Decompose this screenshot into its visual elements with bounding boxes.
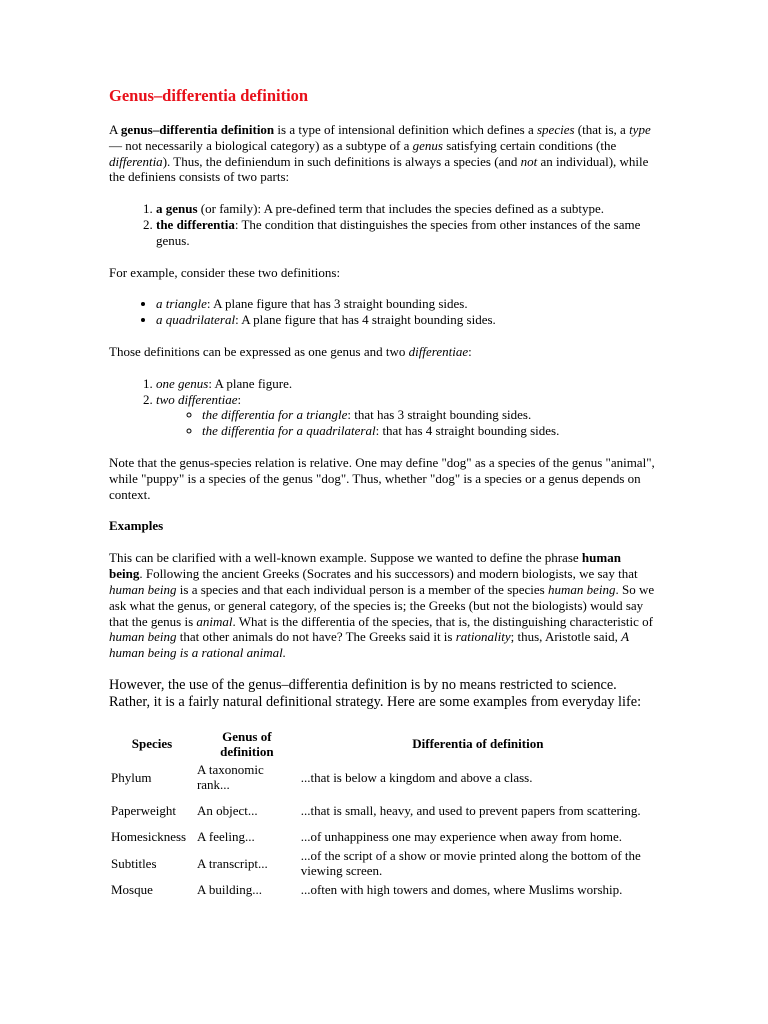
table-row bbox=[109, 761, 657, 794]
text-run: ). Thus, the definiendum in such definitions is always a species (and bbox=[162, 153, 521, 169]
italic-text: differentia bbox=[109, 153, 163, 169]
page-title: Genus–differentia definition bbox=[109, 86, 309, 105]
list-item-one-genus bbox=[156, 376, 657, 392]
cell-species: Phylum bbox=[111, 769, 152, 785]
text-run: : bbox=[237, 391, 242, 407]
text-run: an individual), while the definiens consists of two parts: bbox=[109, 153, 649, 185]
examples-table bbox=[109, 727, 657, 900]
differentiae-label bbox=[156, 392, 241, 407]
list-item-quadrilateral-differentia bbox=[202, 423, 657, 439]
text-run: : A plane figure that has 4 straight bounding sides. bbox=[235, 312, 496, 328]
italic-text: human being bbox=[548, 581, 616, 597]
examples-heading: Examples bbox=[109, 518, 164, 534]
however-paragraph: However, the use of the genus–differentia definition is by no means restricted to science. Rather, it is a fairly natural definitional strategy. Here are some examples from everyday life: bbox=[109, 676, 642, 710]
list-item-triangle-differentia bbox=[202, 407, 657, 423]
cell-differentia: ...often with high towers and domes, where Muslims worship. bbox=[300, 882, 623, 898]
bold-text: genus–differentia definition bbox=[120, 122, 275, 137]
italic-text: human being bbox=[109, 629, 177, 645]
bold-text: the differentia bbox=[156, 216, 235, 232]
genus-differentiae-list bbox=[109, 376, 657, 439]
expressed-paragraph bbox=[109, 344, 657, 360]
cell-differentia: ...of the script of a show or movie printed along the bottom of the viewing screen. bbox=[300, 848, 641, 879]
cell-genus: An object... bbox=[196, 802, 258, 818]
text-run: Those definitions can be expressed as one genus and two bbox=[109, 343, 409, 359]
note-paragraph: Note that the genus-species relation is relative. One may define "dog" as a species of the genus "animal", while "puppy" is a species of the genus "dog". Thus, whether "dog" is a species or a genus depends on context. bbox=[109, 454, 655, 502]
text-run: This can be clarified with a well-known example. Suppose we wanted to define the phrase bbox=[109, 550, 582, 566]
document-body bbox=[109, 86, 657, 900]
text-run: ; thus, Aristotle said, bbox=[510, 629, 622, 645]
cell-differentia: ...that is below a kingdom and above a class. bbox=[300, 769, 533, 785]
differentiae-sublist bbox=[156, 407, 657, 439]
italic-text: species bbox=[537, 122, 575, 137]
table-row bbox=[109, 827, 657, 847]
table-header-row bbox=[109, 727, 657, 761]
italic-text: rationality bbox=[455, 629, 511, 645]
cell-genus: A taxonomic rank... bbox=[196, 762, 264, 793]
italic-text: not bbox=[520, 153, 538, 169]
cell-species: Mosque bbox=[111, 882, 153, 898]
definition-parts-list bbox=[109, 201, 657, 248]
cell-species: Homesickness bbox=[111, 829, 187, 845]
text-run: : A plane figure. bbox=[208, 375, 293, 391]
table-row bbox=[109, 880, 657, 900]
examples-paragraph bbox=[109, 550, 657, 661]
example-intro: For example, consider these two definitions: bbox=[109, 264, 341, 280]
bold-text: a genus bbox=[156, 201, 198, 217]
text-run: (or family): A pre-defined term that includes the species defined as a subtype. bbox=[197, 201, 605, 217]
list-item-two-differentiae bbox=[156, 392, 657, 439]
cell-genus: A building... bbox=[196, 882, 262, 898]
list-item-triangle bbox=[156, 296, 657, 312]
text-run: that other animals do not have? The Greeks said it is bbox=[176, 629, 456, 645]
italic-text: one genus bbox=[156, 375, 209, 391]
cell-differentia: ...of unhappiness one may experience when away from home. bbox=[300, 829, 622, 845]
italic-text: A human being is a rational animal. bbox=[109, 629, 629, 661]
text-run: : The condition that distinguishes the species from other instances of the same genus. bbox=[156, 216, 641, 248]
text-run: : bbox=[468, 343, 472, 359]
italic-text: a triangle bbox=[156, 296, 207, 312]
example-definitions-list bbox=[109, 296, 657, 328]
cell-species: Subtitles bbox=[111, 855, 157, 871]
italic-text: the differentia for a quadrilateral bbox=[202, 423, 376, 439]
list-item-genus bbox=[156, 201, 657, 217]
text-run: : that has 4 straight bounding sides. bbox=[375, 423, 560, 439]
text-run: . What is the differentia of the species, that is, the distinguishing characteristic of bbox=[232, 613, 653, 629]
text-run: : that has 3 straight bounding sides. bbox=[347, 407, 532, 423]
header-species: Species bbox=[131, 736, 173, 752]
italic-text: human being bbox=[109, 581, 177, 597]
italic-text: type bbox=[629, 122, 651, 137]
cell-genus: A transcript... bbox=[196, 855, 268, 871]
italic-text: animal bbox=[196, 613, 233, 629]
bold-text: human being bbox=[109, 550, 621, 582]
cell-differentia: ...that is small, heavy, and used to prevent papers from scattering. bbox=[300, 802, 641, 818]
italic-text: genus bbox=[412, 137, 443, 153]
text-run: (that is, a bbox=[574, 122, 630, 137]
header-differentia: Differentia of definition bbox=[412, 736, 544, 752]
header-genus: Genus of definition bbox=[220, 729, 274, 760]
intro-paragraph bbox=[109, 122, 657, 185]
italic-text: a quadrilateral bbox=[156, 312, 236, 328]
text-run: is a type of intensional definition which defines a bbox=[274, 122, 537, 137]
table-row bbox=[109, 794, 657, 827]
cell-species: Paperweight bbox=[111, 802, 176, 818]
text-run: . Following the ancient Greeks (Socrates and his successors) and modern biologists, we say that bbox=[139, 566, 638, 582]
list-item-quadrilateral bbox=[156, 312, 657, 328]
italic-text: two differentiae bbox=[156, 391, 238, 407]
text-run: — not necessarily a biological category) as a subtype of a bbox=[109, 137, 413, 153]
text-run: . So we ask what the genus, or general category, of the species is; the Greeks (but not the biologists) would say that the genus is bbox=[109, 581, 655, 629]
cell-genus: A feeling... bbox=[196, 829, 255, 845]
text-run: satisfying certain conditions (the bbox=[442, 137, 617, 153]
text-run: is a species and that each individual person is a member of the species bbox=[176, 581, 548, 597]
table-row bbox=[109, 847, 657, 880]
italic-text: differentiae bbox=[408, 343, 469, 359]
text-run: : A plane figure that has 3 straight bounding sides. bbox=[206, 296, 468, 312]
italic-text: the differentia for a triangle bbox=[202, 407, 348, 423]
text-run: A bbox=[109, 122, 121, 137]
list-item-differentia bbox=[156, 217, 657, 249]
